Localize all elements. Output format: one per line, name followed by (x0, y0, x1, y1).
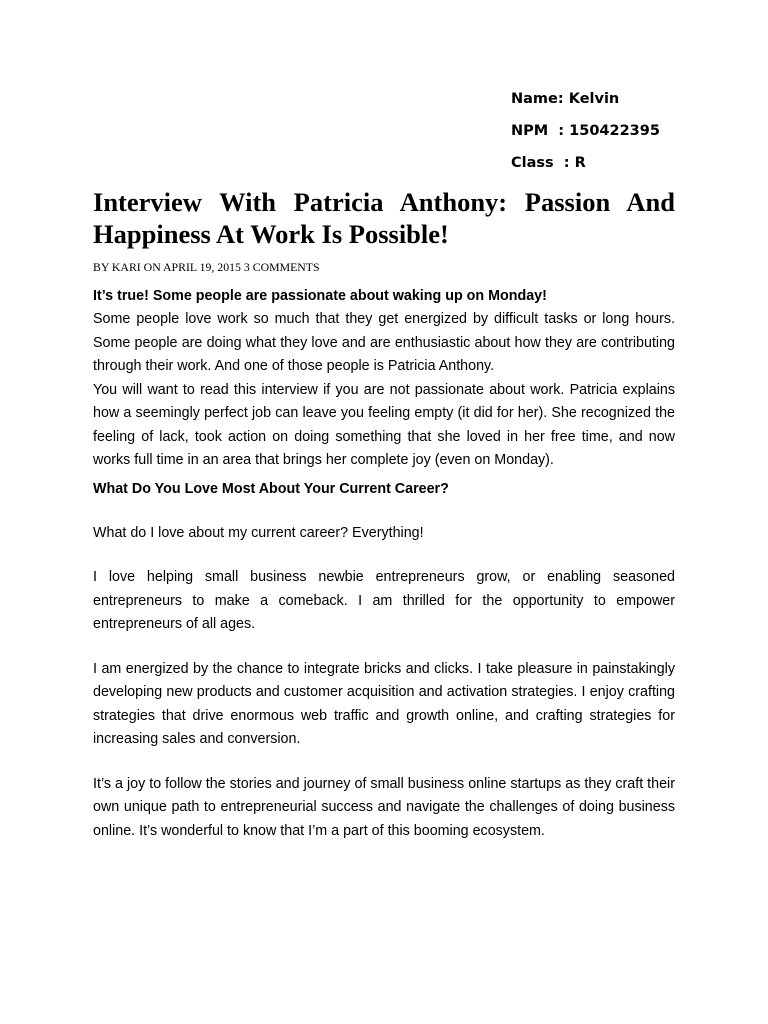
article-title: Interview With Patricia Anthony: Passion And Happiness At Work Is Possible! (93, 187, 675, 249)
article-byline: BY KARI ON APRIL 19, 2015 3 COMMENTS (93, 260, 320, 274)
interview-question: What Do You Love Most About Your Current Career? (93, 480, 449, 497)
answer-paragraph: I love helping small business newbie entrepreneurs grow, or enabling seasoned entrepreneurs to make a comeback. I am thrilled for the opportunity to empower entrepreneurs of all ages. (93, 569, 675, 632)
intro-paragraph: You will want to read this interview if you are not passionate about work. Patricia explains how a seemingly perfect job can leave you feeling empty (it did for her). She recognized the feeling of lack, took action on doing something that she loved in her free time, and now works full time in an area that brings her complete joy (even on Monday). (93, 381, 675, 468)
intro-paragraph: Some people love work so much that they get energized by difficult tasks or long hours. Some people are doing what they love and are enthusiastic about how they are contributing through their work. And one of those people is Patricia Anthony. (93, 311, 675, 374)
student-info (511, 88, 660, 184)
student-name: Name: Kelvin (511, 91, 620, 107)
answer-paragraph: I am energized by the chance to integrate bricks and clicks. I take pleasure in painstakingly developing new products and customer acquisition and activation strategies. I enjoy crafting strategies that drive enormous web traffic and growth online, and crafting strategies for increasing sales and conversion. (93, 660, 675, 747)
answer-paragraph: It’s a joy to follow the stories and journey of small business online startups as they craft their own unique path to entrepreneurial success and navigate the challenges of doing business online. It’s wonderful to know that I’m a part of this booming ecosystem. (93, 775, 675, 839)
answer-paragraph: What do I love about my current career? Everything! (93, 524, 424, 541)
student-npm: NPM : 150422395 (511, 123, 660, 139)
student-class: Class : R (511, 155, 586, 171)
article (93, 186, 675, 843)
article-lead: It’s true! Some people are passionate about waking up on Monday! (93, 288, 547, 304)
